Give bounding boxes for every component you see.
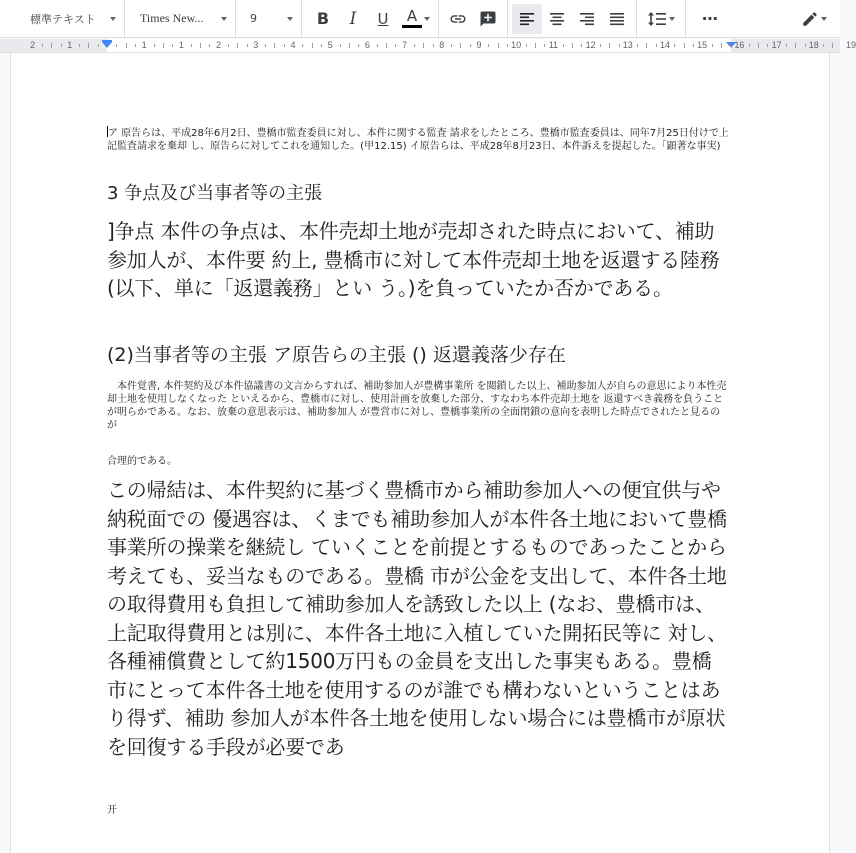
ruler-tick xyxy=(79,44,80,47)
ruler-label: 6 xyxy=(364,40,370,50)
underline-icon: U xyxy=(377,9,389,28)
toolbar-divider xyxy=(507,0,508,38)
editing-mode-button[interactable] xyxy=(794,4,834,34)
ruler-tick xyxy=(321,44,322,47)
underline-button[interactable] xyxy=(368,4,398,34)
align-left-icon xyxy=(519,11,535,27)
ruler-tick xyxy=(302,44,303,47)
ruler-tick xyxy=(265,44,266,47)
align-justify-icon xyxy=(609,11,625,27)
ruler-tick xyxy=(98,44,99,47)
ruler-label: 10 xyxy=(511,40,522,50)
align-center-icon xyxy=(549,11,565,27)
chevron-down-icon xyxy=(821,17,827,21)
edit-mode-icon xyxy=(801,10,819,28)
ruler-label: 7 xyxy=(402,40,408,50)
ruler-tick xyxy=(535,43,536,48)
ruler-tick xyxy=(172,44,173,47)
ruler-label: 1 xyxy=(141,40,147,50)
align-center-button[interactable] xyxy=(542,4,572,34)
italic-icon: I xyxy=(349,8,357,29)
align-left-button[interactable] xyxy=(512,4,542,34)
ruler-tick xyxy=(693,44,694,47)
link-icon xyxy=(449,10,467,28)
add-comment-button[interactable] xyxy=(473,4,503,34)
line-spacing-button[interactable] xyxy=(641,4,681,34)
ruler-tick xyxy=(349,43,350,48)
ruler-tick xyxy=(191,44,192,47)
ruler-tick xyxy=(395,44,396,47)
ruler-label: 2 xyxy=(216,40,222,50)
ruler-tick xyxy=(88,43,89,48)
ruler-tick xyxy=(340,44,341,47)
ruler-tick xyxy=(684,43,685,48)
align-right-icon xyxy=(579,11,595,27)
italic-button[interactable] xyxy=(338,4,368,34)
ruler-label: 15 xyxy=(697,40,708,50)
ruler-label: 8 xyxy=(439,40,445,50)
ruler-tick xyxy=(116,44,117,47)
ruler-tick xyxy=(832,43,833,48)
ruler-tick xyxy=(377,44,378,47)
ruler-tick xyxy=(749,44,750,47)
ruler-label: 16 xyxy=(734,40,745,50)
ruler-tick xyxy=(637,44,638,47)
ruler-tick xyxy=(312,43,313,48)
ruler-tick xyxy=(730,44,731,47)
ruler-tick xyxy=(488,44,489,47)
ruler-label: 1 xyxy=(67,40,73,50)
ruler-tick xyxy=(433,44,434,47)
ruler-tick xyxy=(200,43,201,48)
paragraph-procedural-history xyxy=(107,126,729,153)
paragraph-issue: ]争点 本件の争点は、本件売却土地が売却された時点において、補助参加人が、本件要 約上, 豊橋市に対して本件売却土地を返還する陸務(以下、単に「返還義務」とい う。)を負っていたか否かである。 xyxy=(107,219,720,300)
ruler-tick xyxy=(767,44,768,47)
section-heading: 3 争点及び当事者等の主張 xyxy=(107,183,323,204)
ruler-label: 3 xyxy=(253,40,259,50)
ruler-tick xyxy=(135,44,136,47)
horizontal-ruler[interactable] xyxy=(0,39,856,53)
align-justify-button[interactable] xyxy=(602,4,632,34)
add-comment-icon xyxy=(479,10,497,28)
ruler-tick xyxy=(126,43,127,48)
ruler-tick xyxy=(805,44,806,47)
left-indent-marker[interactable] xyxy=(102,42,112,48)
chevron-down-icon xyxy=(110,17,116,21)
ruler-tick xyxy=(507,44,508,47)
ruler-tick xyxy=(656,44,657,47)
ruler-tick xyxy=(386,43,387,48)
ruler-tick xyxy=(786,44,787,47)
ruler-tick xyxy=(544,44,545,47)
chevron-down-icon xyxy=(424,17,430,21)
ruler-label: 17 xyxy=(771,40,782,50)
toolbar-divider xyxy=(438,0,439,38)
ruler-tick xyxy=(209,44,210,47)
ruler-label: 19 xyxy=(845,40,856,50)
toolbar-divider xyxy=(636,0,637,38)
text-color-swatch xyxy=(402,25,422,28)
ruler-tick xyxy=(674,44,675,47)
toolbar-divider xyxy=(685,0,686,38)
line-spacing-icon xyxy=(647,11,667,27)
more-button[interactable] xyxy=(690,4,730,34)
chevron-down-icon xyxy=(221,17,227,21)
ruler-tick xyxy=(274,43,275,48)
font-size-value: 9 xyxy=(250,12,257,25)
ruler-tick xyxy=(163,43,164,48)
ruler-tick xyxy=(460,43,461,48)
ruler-label: 13 xyxy=(622,40,633,50)
paragraph-fragment: 开 xyxy=(107,805,117,816)
ruler-tick xyxy=(451,44,452,47)
ruler-tick xyxy=(414,44,415,47)
paragraph-continuation: 合理的である。 xyxy=(107,456,177,467)
paragraph-text: ア 原告らは、平成28年6月2日、豊橋市監査委員に対し、本件に関する監査 請求をしたところ、豊橋市監査委員は、同年7月25日付けで上記監査請求を棄却 し、原告らに対してこれを通知した。(甲12.15) イ原告らは、平成28年8月23日、本件訴えを提起した。「顕著な事実) xyxy=(107,128,729,152)
ruler-label: 5 xyxy=(327,40,333,50)
ruler-tick xyxy=(563,44,564,47)
ruler-tick xyxy=(823,44,824,47)
ruler-tick xyxy=(423,43,424,48)
chevron-down-icon xyxy=(669,17,675,21)
paragraph-style-value: 標準テキスト xyxy=(30,12,96,26)
ruler-label: 18 xyxy=(808,40,819,50)
paragraph-style-dropdown[interactable] xyxy=(0,0,125,38)
paragraph-plaintiff-claim: 本件覚書, 本件契約及び本件協議書の文言からすれば、補助参加人が豊構事業所 を閲鎖した以上、補助参加人が自らの意思により本性売却土地を使用しなくなった といえるから、豊橋市に対し、使用計画を放棄した部分、すなわち本件売却土地を 返還すべき義務を負うことが明らかである。なお、放棄の意思表示は、補助参加人 が豊営市に対し、豊橋事業所の全面閉鎖の意向を表明した時点でされたと見るのが xyxy=(107,381,727,431)
font-size-dropdown[interactable] xyxy=(236,0,302,38)
formatting-toolbar xyxy=(0,0,840,38)
ruler-tick xyxy=(721,43,722,48)
text-color-icon: A xyxy=(406,7,418,25)
ruler-tick xyxy=(498,43,499,48)
ruler-tick xyxy=(247,44,248,47)
ruler-tick xyxy=(712,44,713,47)
chevron-down-icon xyxy=(287,17,293,21)
ruler-tick xyxy=(646,43,647,48)
ruler-label: 12 xyxy=(585,40,596,50)
ruler-tick xyxy=(581,44,582,47)
subsection-heading: (2)当事者等の主張 ア原告らの主張 () 返還義落少存在 xyxy=(107,344,566,366)
ruler-tick xyxy=(526,44,527,47)
ruler-tick xyxy=(154,44,155,47)
ruler-label: 2 xyxy=(30,40,36,50)
ruler-label: 11 xyxy=(548,40,559,50)
align-right-button[interactable] xyxy=(572,4,602,34)
font-family-value: Times New... xyxy=(140,11,204,25)
ruler-tick xyxy=(51,43,52,48)
ruler-tick xyxy=(572,43,573,48)
more-icon: ⋯ xyxy=(702,9,718,28)
ruler-label: 9 xyxy=(476,40,482,50)
ruler-label: 14 xyxy=(659,40,671,50)
ruler-tick xyxy=(609,43,610,48)
insert-link-button[interactable] xyxy=(443,4,473,34)
text-color-button[interactable] xyxy=(398,4,434,34)
ruler-left-margin xyxy=(0,39,107,52)
ruler-tick xyxy=(284,44,285,47)
font-family-dropdown[interactable] xyxy=(125,0,236,38)
paragraph-conclusion: この帰結は、本件契約に基づく豊橋市から補助参加人への便宜供与や納税面での 優遇容は、くまでも補助参加人が本件各土地において豊橋事業所の操業を継続し ていくことを前提とするものであったことから考えても、妥当なものである。豊橋 市が公金を支出して、本件各土地の取得費用も負担して補助参加人を誘致した以上 (なお、豊橋市は、上記取得費用とは別に、本件各土地に入植していた開拓民等に 対し、各種補償費として約1500万円もの金員を支出した事実もある。豊橋 市にとって本件各土地を使用するのが誰でも構わないということはあり得ず、補助 参加人が本件各土地を使用しない場合には豊橋市が原状を回復する手段が必要であ xyxy=(107,478,727,759)
ruler-label: 1 xyxy=(178,40,184,50)
ruler-tick xyxy=(619,44,620,47)
ruler-tick xyxy=(795,43,796,48)
bold-button[interactable] xyxy=(308,4,338,34)
ruler-tick xyxy=(358,44,359,47)
ruler-tick xyxy=(61,44,62,47)
ruler-tick xyxy=(42,44,43,47)
ruler-tick xyxy=(758,43,759,48)
ruler-tick xyxy=(228,44,229,47)
ruler-tick xyxy=(600,44,601,47)
ruler-tick xyxy=(470,44,471,47)
ruler-tick xyxy=(237,43,238,48)
document-page[interactable] xyxy=(11,53,829,853)
bold-icon: B xyxy=(316,9,330,28)
ruler-label: 4 xyxy=(290,40,296,50)
